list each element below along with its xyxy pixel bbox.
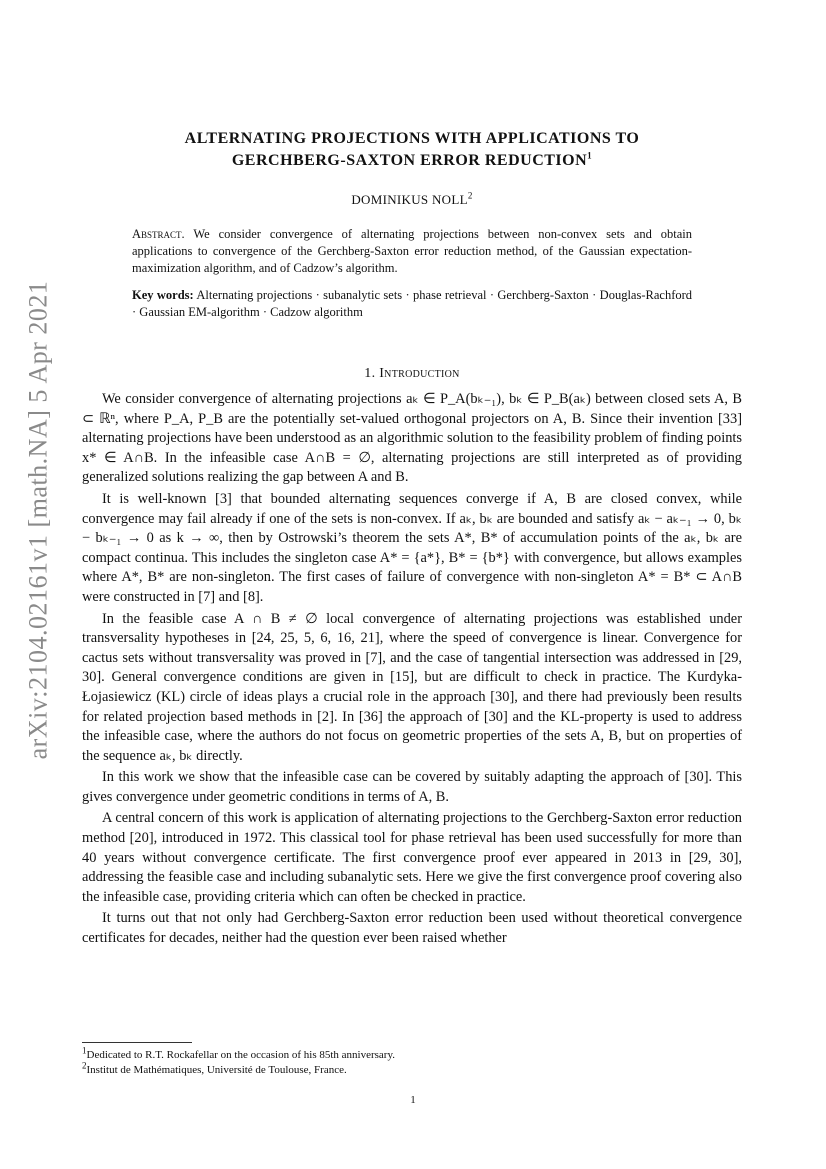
author-footnote-mark: 2	[467, 190, 473, 201]
footnote-1	[82, 1045, 742, 1063]
footnote-1-text: Dedicated to R.T. Rockafellar on the occasion of his 85th anniversary.	[86, 1049, 396, 1061]
section-number: 1.	[364, 366, 376, 381]
author-line	[82, 192, 742, 208]
footnote-1-mark: 1	[82, 1045, 87, 1056]
paper-title	[82, 128, 742, 172]
keywords-label: Key words:	[132, 288, 194, 302]
paragraph-2: It is well-known [3] that bounded alternating sequences converge if A, B are closed convex, while convergence may fail already if one of the sets is non-convex. If aₖ, bₖ are bounded and satisfy aₖ − aₖ₋₁ → 0, bₖ − bₖ₋₁ → 0 as k → ∞, then by Ostrowski’s theorem the sets A*, B* of accumulation points of the aₖ, bₖ are compact continua. This includes the singleton case A* = {a*}, B* = {b*} with convergence, but allows examples where A*, B* are non-singleton. The first cases of failure of convergence with non-singleton A* = B* ⊂ A∩B were constructed in [7] and [8].	[82, 490, 742, 605]
paragraph-4: In this work we show that the infeasible case can be covered by suitably adapting the approach of [30]. This gives convergence under geometric conditions in terms of A, B.	[82, 769, 742, 805]
title-footnote-mark: 1	[587, 150, 593, 161]
keywords-text: Alternating projections · subanalytic sets · phase retrieval · Gerchberg-Saxton · Douglas-Rachford · Gaussian EM-algorithm · Cadzow algorithm	[132, 288, 693, 319]
keywords	[132, 287, 692, 321]
arxiv-stamp-text: arXiv:2104.02161v1 [math.NA] 5 Apr 2021	[23, 280, 52, 760]
abstract-label: Abstract.	[132, 227, 185, 241]
footnote-rule	[82, 1042, 192, 1043]
section-title: Introduction	[379, 366, 460, 381]
paragraph-5: A central concern of this work is application of alternating projections to the Gerchberg-Saxton error reduction method [20], introduced in 1972. This classical tool for phase retrieval has been used successfully for more than 40 years without convergence certificate. The first convergence proof ever appeared in 2013 in [29, 30], addressing the feasible case and including subanalytic sets. Here we give the first convergence proof covering also the infeasible case, providing criteria which can often be checked in practice.	[82, 810, 742, 905]
footnote-2-mark: 2	[82, 1060, 87, 1071]
paragraph-3: In the feasible case A ∩ B ≠ ∅ local convergence of alternating projections was established under transversality hypotheses in [24, 25, 5, 6, 16, 21], where the speed of convergence is linear. Convergence for cactus sets without transversality was proved in [7], and the case of tangential intersection was addressed in [29, 30]. General convergence conditions are given in [15], but are difficult to check in practice. The Kurdyka-Łojasiewicz (KL) circle of ideas plays a crucial role in the approach [30], and there had previously been results for related projection based methods in [2]. In [36] the approach of [30] and the KL-property is used to address the infeasible case, where the authors do not focus on geometric properties of the sets A, B, but on properties of the sequence aₖ, bₖ directly.	[82, 610, 742, 764]
page-number: 1	[410, 1094, 416, 1106]
section-heading	[82, 366, 742, 382]
arxiv-stamp	[14, 280, 62, 760]
title-line-1: ALTERNATING PROJECTIONS WITH APPLICATIONS TO	[184, 130, 640, 147]
paragraph-1: We consider convergence of alternating projections aₖ ∈ P_A(bₖ₋₁), bₖ ∈ P_B(aₖ) between closed sets A, B ⊂ ℝⁿ, where P_A, P_B are the potentially set-valued orthogonal projectors on A, B. Since their invention [33] alternating projections have been understood as an algorithmic solution to the feasibility problem of finding points x* ∈ A∩B. In the infeasible case A∩B = ∅, alternating projections are still interpreted as of providing generalized solutions realizing the gap between A and B.	[82, 391, 742, 486]
abstract	[132, 226, 692, 277]
title-line-2: GERCHBERG-SAXTON ERROR REDUCTION	[231, 152, 588, 169]
footnote-2-text: Institut de Mathématiques, Université de Toulouse, France.	[86, 1064, 347, 1076]
paragraph-6: It turns out that not only had Gerchberg-Saxton error reduction been used without theoretical convergence certificates for decades, neither had the question ever been raised whether	[82, 910, 742, 947]
footnote-2	[82, 1060, 742, 1078]
abstract-text: We consider convergence of alternating projections between non-convex sets and obtain applications to convergence of the Gerchberg-Saxton error reduction method, of the Gaussian expectation-maximization algorithm, and of Cadzow’s algorithm.	[132, 227, 692, 275]
footnotes	[82, 1042, 742, 1078]
author-name: DOMINIKUS NOLL	[351, 192, 468, 207]
page-body	[82, 128, 742, 949]
